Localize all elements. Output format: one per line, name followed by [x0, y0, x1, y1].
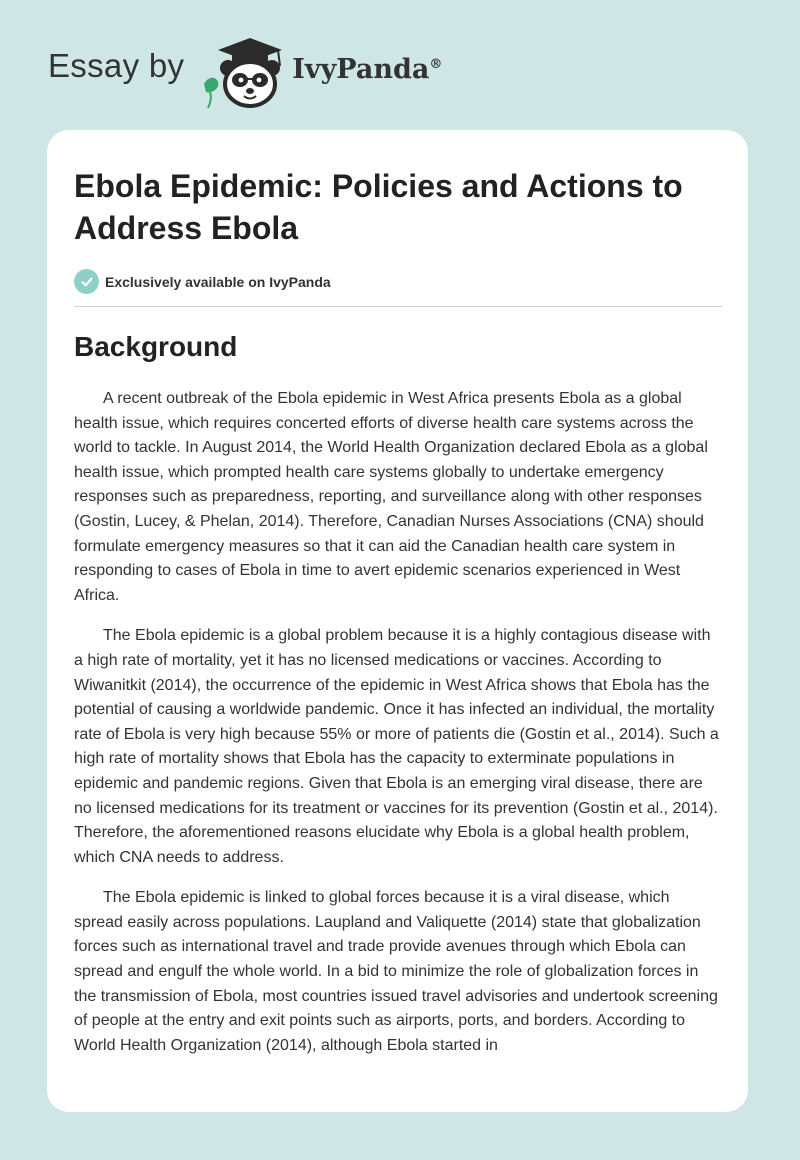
brand-header[interactable]	[48, 32, 442, 112]
paragraph: The Ebola epidemic is linked to global forces because it is a viral disease, which spread easily across populations. Laupland and Valiquette (2014) state that globalization forces such as international travel and trade provide avenues through which Ebola can spread and engulf the whole world. In a bid to minimize the role of globalization forces in the transmission of Ebola, most countries issued travel advisories and undertook screening of people at the entry and exit points such as airports, ports, and borders. According to World Health Organization (2014), although Ebola started in	[74, 889, 718, 1054]
panda-logo-icon	[198, 32, 288, 112]
brand-name	[292, 54, 442, 85]
registered-mark: ®	[429, 56, 443, 72]
brand-name-text: IvyPanda	[292, 53, 430, 85]
paragraph: The Ebola epidemic is a global problem because it is a highly contagious disease with a high rate of mortality, yet it has no licensed medications or vaccines. According to Wiwanitkit (2014), the occurrence of the epidemic in West Africa shows that Ebola has the potential of causing a worldwide pandemic. Once it has infected an individual, the mortality rate of Ebola is very high because 55% or more of patients die (Gostin et al., 2014). Such a high rate of mortality shows that Ebola has the capacity to exterminate populations in epidemic and pandemic regions. Given that Ebola is an emerging viral disease, there are no licensed medications for its treatment or vaccines for its prevention (Gostin et al., 2014). Therefore, the aforementioned reasons elucidate why Ebola is a global health problem, which CNA needs to address.	[74, 627, 719, 866]
exclusive-label: Exclusively available on IvyPanda	[105, 273, 331, 290]
section-heading: Background	[74, 331, 238, 362]
exclusive-badge	[74, 269, 722, 294]
brand-prefix: Essay by	[48, 47, 185, 84]
divider	[74, 306, 722, 307]
article-card	[47, 130, 748, 1112]
check-icon	[74, 269, 99, 294]
paragraph: A recent outbreak of the Ebola epidemic in West Africa presents Ebola as a global health issue, which requires concerted efforts of diverse health care systems across the world to tackle. In August 2014, the World Health Organization declared Ebola as a global health issue, which prompted health care systems globally to undertake emergency responses such as preparedness, reporting, and surveillance along with other responses (Gostin, Lucey, & Phelan, 2014). Therefore, Canadian Nurses Associations (CNA) should formulate emergency measures so that it can aid the Canadian health care system in responding to cases of Ebola in time to avert epidemic scenarios experienced in West Africa.	[74, 390, 708, 604]
article-title: Ebola Epidemic: Policies and Actions to Address Ebola	[74, 168, 683, 246]
